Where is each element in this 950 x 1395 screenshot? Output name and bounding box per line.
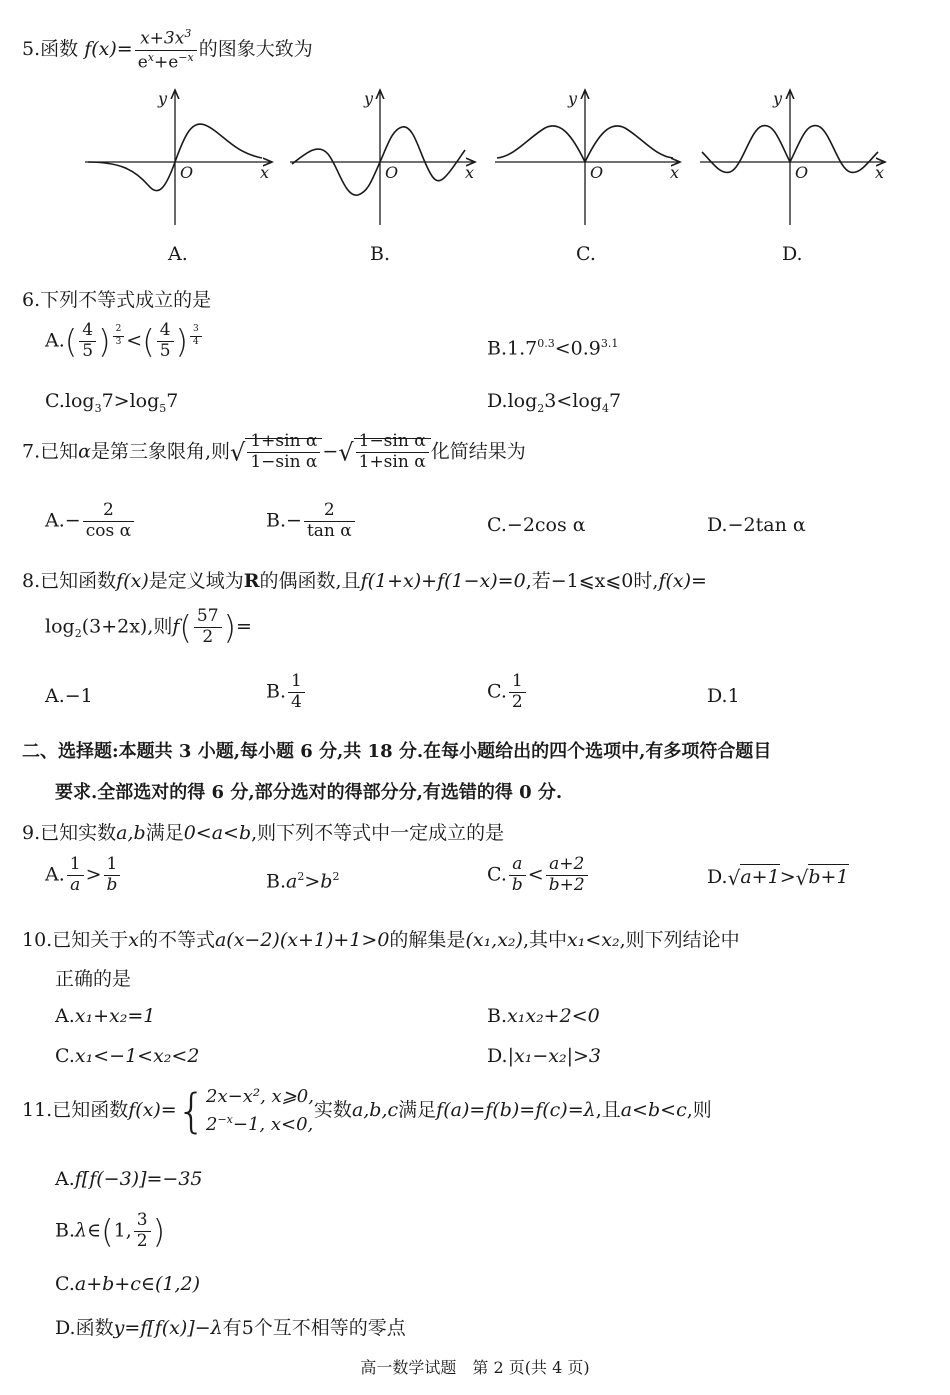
q10-option-b: B.x₁x₂+2<0 (487, 1005, 600, 1027)
q10-option-d: D.|x₁−x₂|>3 (487, 1045, 602, 1067)
q10-stem-line2: 正确的是 (55, 968, 132, 990)
graph-c (495, 89, 680, 225)
graph-c-o: O (590, 163, 604, 182)
q11-stem: 11.已知函数f(x)={ 2x−x², x⩾0, $2^{-x}-1$, x<0, 实数a,b,c满足f(a)=f(b)=f(c)=λ,且a<b<c,则 (22, 1083, 712, 1138)
graph-a-y: y (158, 89, 168, 108)
q11-option-d: D.函数y=f[f(x)]−λ有5个互不相等的零点 (55, 1317, 406, 1339)
q8-option-b: B. $\frac{1}{4}$ (266, 673, 307, 712)
graph-d-label: D. (782, 243, 803, 265)
graph-d-o: O (795, 163, 809, 182)
q9-option-c: C. $\frac{a}{b}$ < $\frac{a+2}{b+2}$ (487, 856, 590, 895)
q5-fraction: $\frac{x+3x^3}{e^x+e^{-x}}$ (135, 28, 197, 72)
graph-d (700, 89, 885, 225)
q6-option-c: $C.\log_37>\log_57$ (45, 390, 179, 415)
q9-option-d: D.√a+1>√b+1 (707, 866, 849, 890)
q9-stem: 9.已知实数a,b满足0<a<b,则下列不等式中一定成立的是 (22, 822, 505, 844)
q7-option-c: C.−2cos α (487, 514, 586, 536)
graph-c-y: y (568, 89, 578, 108)
q11-option-b: B.λ∈(1, $\frac{3}{2}$ ) (55, 1210, 166, 1251)
q6-option-a: A.( $\frac{4}{5}$ ) $^{\frac{2}{3}}$ <( $\frac{4}{5}$ ) $^{\frac{3}{4}}$ (45, 322, 204, 361)
q6-option-d: $D.\log_23<\log_47$ (487, 390, 622, 415)
graph-b-o: O (385, 163, 399, 182)
graph-b-y: y (364, 89, 374, 108)
q8-option-a: A.−1 (45, 685, 93, 707)
graph-b-label: B. (370, 243, 391, 265)
graph-c-x: x (670, 163, 680, 182)
q6-stem: 6.下列不等式成立的是 (22, 289, 212, 311)
q11-option-c: C.a+b+c∈(1,2) (55, 1273, 200, 1295)
q5-graphs (0, 80, 950, 270)
graph-a-o: O (180, 163, 194, 182)
graph-a-x: x (260, 163, 270, 182)
graph-d-y: y (773, 89, 783, 108)
graph-c-label: C. (576, 243, 596, 265)
q8-option-c: C. $\frac{1}{2}$ (487, 673, 528, 712)
q8-option-d: D.1 (707, 685, 740, 707)
graph-a (85, 89, 272, 225)
q10-option-a: A.x₁+x₂=1 (55, 1005, 156, 1027)
graph-d-x: x (875, 163, 885, 182)
graph-a-label: A. (168, 243, 188, 265)
q5-stem: 5.函数 f(x)= $\frac{x+3x^3}{e^x+e^{-x}}$ 的图象大致为 (22, 27, 313, 73)
q11-option-a: A.f[f(−3)]=−35 (55, 1168, 203, 1190)
q7-stem: 7.已知α是第三象限角,则√ $\frac{\text{1+sin α}}{\text{1−sin α}}$ −√ $\frac{\text{1−sin α}}{\text{1+sin α}}$ 化简结果为 (22, 431, 526, 472)
q9-option-a: A. $\frac{1}{a}$ > $\frac{1}{b}$ (45, 856, 122, 895)
q10-option-c: C.x₁<−1<x₂<2 (55, 1045, 200, 1067)
section2-heading-line1: 二、选择题:本题共 3 小题,每小题 6 分,共 18 分.在每小题给出的四个选项中,有多项符合题目 (22, 741, 772, 762)
q6-option-b: $B.1.7^{0.3}<0.9^{3.1}$ (487, 337, 619, 360)
q8-stem-line2: $\log_2(3+2x)$,则f( $\frac{57}{2}$ )= (45, 606, 252, 647)
section2-heading-line2: 要求.全部选对的得 6 分,部分选对的得部分分,有选错的得 0 分. (55, 782, 563, 803)
q10-stem-line1: 10.已知关于x的不等式a(x−2)(x+1)+1>0的解集是(x₁,x₂),其中x₁<x₂,则下列结论中 (22, 929, 740, 951)
page-footer: 高一数学试题 第 2 页(共 4 页) (360, 1358, 590, 1377)
q7-option-b: B.− $\frac{2}{\text{tan α}}$ (266, 502, 357, 541)
q7-option-a: A.− $\frac{2}{\text{cos α}}$ (45, 502, 136, 541)
q9-option-b: $B.a^2>b^2$ (266, 870, 340, 893)
graph-b (290, 89, 475, 225)
q7-option-d: D.−2tan α (707, 514, 806, 536)
q8-stem-line1: 8.已知函数f(x)是定义域为R的偶函数,且f(1+x)+f(1−x)=0,若−1⩽x⩽0时,f(x)= (22, 570, 707, 592)
graph-b-x: x (465, 163, 475, 182)
